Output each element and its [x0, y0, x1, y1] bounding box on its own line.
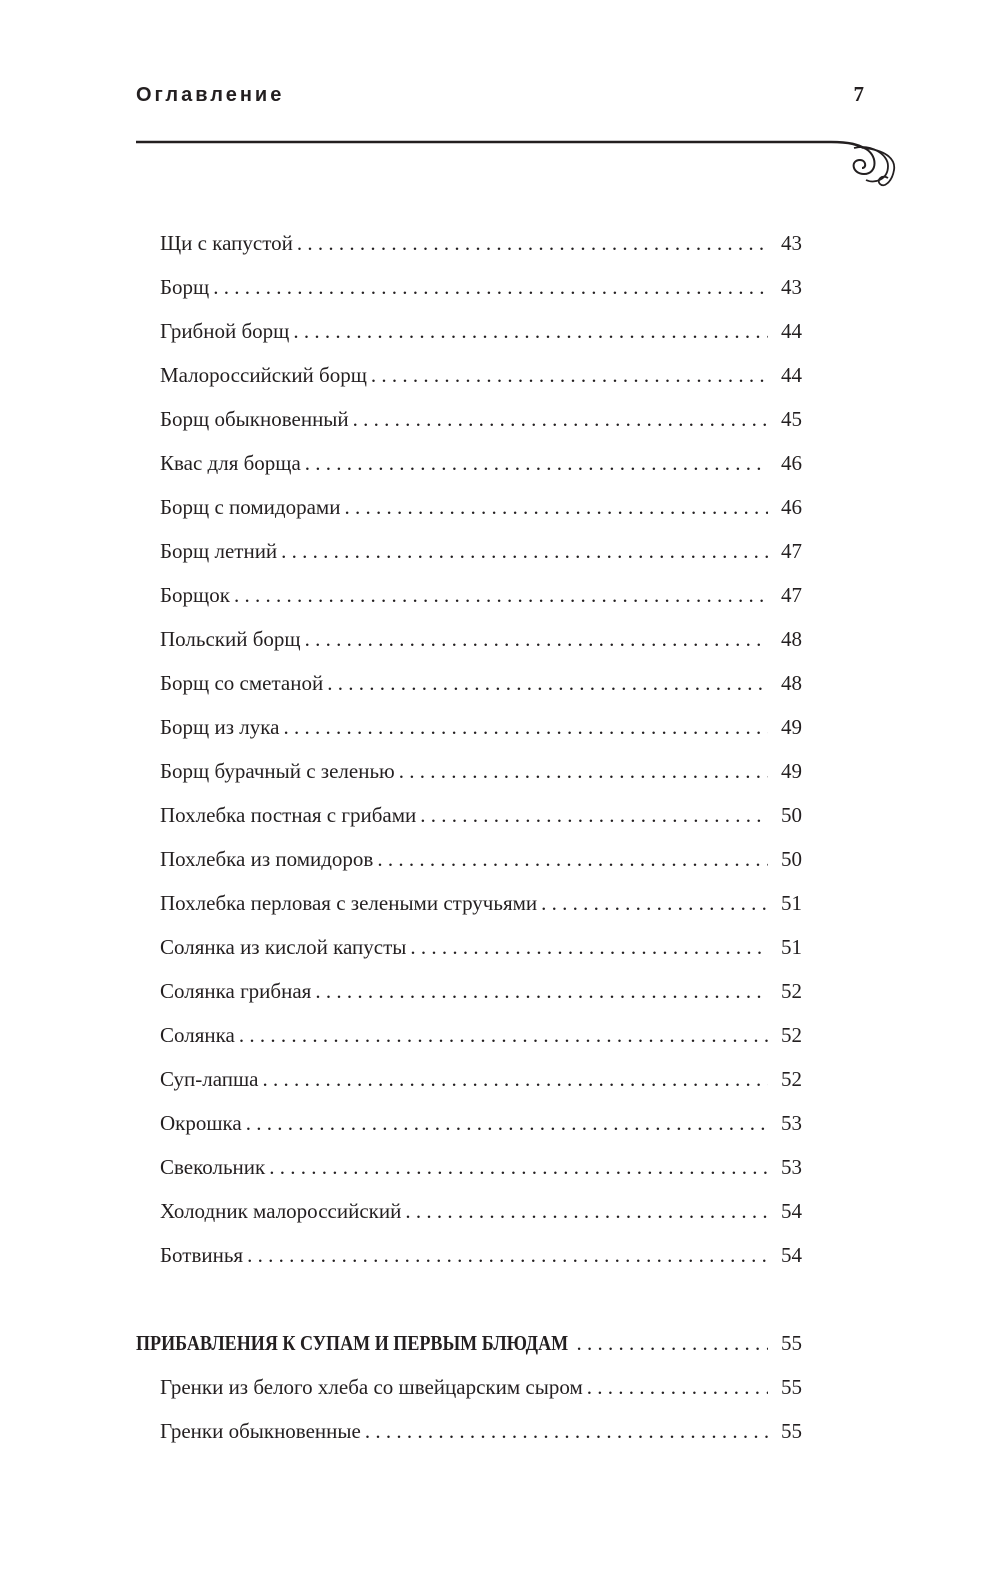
toc-entry[interactable] — [136, 844, 802, 888]
dot-leader — [234, 580, 768, 610]
toc-entry-page: 53 — [781, 1155, 802, 1179]
toc-entry-page: 50 — [781, 803, 802, 827]
toc-entry-page: 55 — [781, 1419, 802, 1443]
toc-entry[interactable] — [136, 536, 802, 580]
toc-entry[interactable] — [136, 1416, 802, 1460]
toc-entry-page: 46 — [781, 451, 802, 475]
toc-entry-page: 54 — [781, 1243, 802, 1267]
dot-leader — [247, 1240, 768, 1270]
toc-entry-page: 52 — [781, 979, 802, 1003]
toc-entry-page: 52 — [781, 1067, 802, 1091]
toc-entry-title: Солянка из кислой капусты — [160, 935, 407, 959]
toc-entry-page: 45 — [781, 407, 802, 431]
dot-leader — [246, 1108, 768, 1138]
toc-entry-title: Щи с капустой — [160, 231, 293, 255]
dot-leader — [541, 888, 768, 918]
toc-entry-page: 55 — [781, 1375, 802, 1399]
dot-leader — [399, 756, 768, 786]
dot-leader — [410, 932, 768, 962]
toc-entry[interactable] — [136, 404, 802, 448]
dot-leader — [283, 712, 768, 742]
toc-entry[interactable] — [136, 1152, 802, 1196]
dot-leader — [344, 492, 768, 522]
toc-entry-title: Борщ летний — [160, 539, 278, 563]
running-title: Оглавление — [136, 84, 285, 106]
toc-entry-title: Малороссийский борщ — [160, 363, 367, 387]
toc-entry-page: 48 — [781, 627, 802, 651]
toc-entry-title: Грибной борщ — [160, 319, 290, 343]
toc-entry-title: Польский борщ — [160, 627, 301, 651]
toc-entry-title: Свекольник — [160, 1155, 266, 1179]
toc-entry-page: 50 — [781, 847, 802, 871]
toc-section-heading[interactable] — [136, 1328, 802, 1372]
toc-entry-page: 53 — [781, 1111, 802, 1135]
toc-entry-title: Гренки из белого хлеба со швейцарским сыром — [160, 1375, 583, 1399]
table-of-contents — [136, 228, 802, 1460]
toc-entry-title: Борщок — [160, 583, 230, 607]
dot-leader — [293, 316, 768, 346]
dot-leader — [262, 1064, 768, 1094]
dot-leader — [420, 800, 768, 830]
toc-section-page: 55 — [781, 1331, 802, 1355]
toc-entry-page: 43 — [781, 231, 802, 255]
toc-entry-title: Суп-лапша — [160, 1067, 259, 1091]
toc-entry-title: Борщ — [160, 275, 210, 299]
toc-entry-title: Холодник малороссийский — [160, 1199, 402, 1223]
dot-leader — [305, 624, 768, 654]
toc-entry-page: 54 — [781, 1199, 802, 1223]
dot-leader — [327, 668, 768, 698]
toc-entry-page: 47 — [781, 583, 802, 607]
toc-entry[interactable] — [136, 228, 802, 272]
toc-entry[interactable] — [136, 712, 802, 756]
toc-entry[interactable] — [136, 1372, 802, 1416]
toc-entry-title: Борщ бурачный с зеленью — [160, 759, 395, 783]
toc-entry-page: 52 — [781, 1023, 802, 1047]
dot-leader — [365, 1416, 768, 1446]
toc-entry[interactable] — [136, 976, 802, 1020]
toc-entry[interactable] — [136, 888, 802, 932]
toc-entry[interactable] — [136, 316, 802, 360]
toc-entry-page: 48 — [781, 671, 802, 695]
toc-entry-page: 49 — [781, 715, 802, 739]
toc-section-title: ПРИБАВЛЕНИЯ К СУПАМ И ПЕРВЫМ БЛЮДАМ — [136, 1331, 569, 1355]
toc-entry-title: Квас для борща — [160, 451, 301, 475]
dot-leader — [587, 1372, 768, 1402]
dot-leader — [577, 1328, 768, 1358]
dot-leader — [405, 1196, 768, 1226]
toc-entry-page: 47 — [781, 539, 802, 563]
toc-entry-title: Борщ из лука — [160, 715, 280, 739]
toc-entry-page: 43 — [781, 275, 802, 299]
toc-entry-title: Гренки обыкновенные — [160, 1419, 361, 1443]
toc-entry-title: Солянка грибная — [160, 979, 312, 1003]
toc-entry-title: Похлебка перловая с зелеными стручьями — [160, 891, 538, 915]
dot-leader — [371, 360, 768, 390]
toc-entry-page: 46 — [781, 495, 802, 519]
toc-entry[interactable] — [136, 272, 802, 316]
dot-leader — [353, 404, 768, 434]
toc-entry-title: Окрошка — [160, 1111, 242, 1135]
toc-entry-title: Похлебка постная с грибами — [160, 803, 417, 827]
dot-leader — [213, 272, 768, 302]
toc-entry[interactable] — [136, 624, 802, 668]
dot-leader — [377, 844, 768, 874]
dot-leader — [315, 976, 768, 1006]
dot-leader — [239, 1020, 768, 1050]
dot-leader — [305, 448, 768, 478]
toc-entry[interactable] — [136, 1020, 802, 1064]
header-flourish-rule — [136, 140, 921, 200]
toc-entry-page: 51 — [781, 935, 802, 959]
toc-entry[interactable] — [136, 932, 802, 976]
toc-entry-page: 44 — [781, 319, 802, 343]
toc-entry-title: Ботвинья — [160, 1243, 244, 1267]
page-number: 7 — [853, 82, 864, 106]
toc-entry[interactable] — [136, 1108, 802, 1152]
toc-entry-title: Борщ обыкновенный — [160, 407, 349, 431]
dot-leader — [297, 228, 768, 258]
page-header — [136, 80, 864, 114]
toc-entry-title: Борщ с помидорами — [160, 495, 341, 519]
toc-entry-title: Солянка — [160, 1023, 235, 1047]
toc-entry[interactable] — [136, 360, 802, 404]
toc-entry-page: 51 — [781, 891, 802, 915]
toc-entry[interactable] — [136, 668, 802, 712]
toc-entry-title: Борщ со сметаной — [160, 671, 324, 695]
dot-leader — [269, 1152, 768, 1182]
toc-entry[interactable] — [136, 800, 802, 844]
toc-entry[interactable] — [136, 1240, 802, 1284]
toc-entry[interactable] — [136, 492, 802, 536]
toc-entry-page: 49 — [781, 759, 802, 783]
toc-entry[interactable] — [136, 756, 802, 800]
toc-entry[interactable] — [136, 1064, 802, 1108]
toc-entry-title: Похлебка из помидоров — [160, 847, 374, 871]
toc-entry[interactable] — [136, 580, 802, 624]
toc-entry[interactable] — [136, 1196, 802, 1240]
toc-entry[interactable] — [136, 448, 802, 492]
toc-entry-page: 44 — [781, 363, 802, 387]
dot-leader — [281, 536, 768, 566]
